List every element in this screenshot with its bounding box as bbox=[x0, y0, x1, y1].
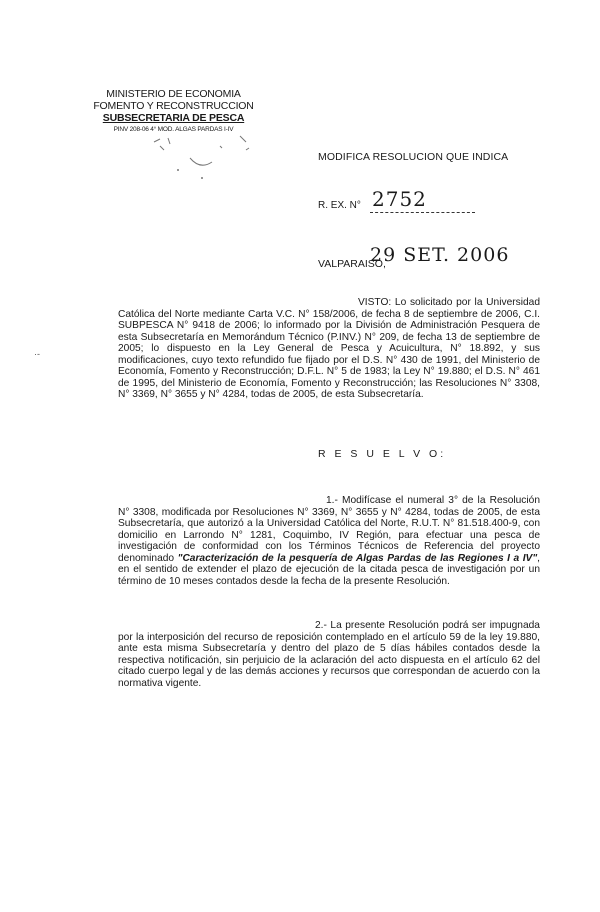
item-2-paragraph bbox=[118, 620, 540, 689]
margin-mark: ·- bbox=[34, 349, 40, 359]
item-1-text-a: N° 3308, modificada por Resoluciones N° 3369, N° 3655 y N° 4284, todas de 2005, de esta Subsecretaría, que autorizó a la Universidad Católica del Norte, R.U.T. N° 81.518.400-9, con domicilio en Larrondo N° 1281, Coquimbo, IV Región, para efectuar una pesca de investigación de conformidad con los Términos Técnicos de Referencia del proyecto denominado bbox=[118, 506, 540, 564]
item-1-text-b: , en el sentido de extender el plazo de ejecución de la citada pesca de investigación por un término de 10 meses contados desde la fecha de la presente Resolución. bbox=[118, 552, 540, 587]
date-stamp: 29 SET. 2006 bbox=[370, 244, 510, 266]
rex-underline bbox=[370, 212, 475, 213]
visto-text: Lo solicitado por la Universidad Católica del Norte mediante Carta V.C. N° 158/2006, de fecha 8 de septiembre de 2006, C.I. SUBPESCA N° 9418 de 2006; lo informado por la División de Administración Pesquera de esta Subsecretaría en Memorándum Técnico (P.INV.) N° 209, de fecha 13 de septiembre de 2005; lo dispuesto en la Ley General de Pesca y Acuicultura, N° 18.892, y sus modificaciones, cuyo texto refundido fue fijado por el D.S. N° 430 de 1991, del Ministerio de Economía, Fomento y Reconstrucción; D.F.L. N° 5 de 1983; la Ley N° 19.880; el D.S. N° 461 de 1995, del Ministerio de Economía, Fomento y Reconstrucción; las Resoluciones N° 3308, N° 3369, N° 3655 y N° 4284, todas de 2005, de esta Subsecretaría. bbox=[118, 297, 540, 400]
subsecretaria-name: SUBSECRETARIA DE PESCA bbox=[102, 112, 245, 124]
visto-lead: VISTO: bbox=[358, 297, 392, 308]
project-title: "Caracterización de la pesquería de Algas Pardas de las Regiones I a IV" bbox=[177, 552, 538, 564]
resuelvo-heading: R E S U E L V O: bbox=[318, 448, 447, 460]
rex-label: R. EX. N° bbox=[318, 200, 361, 211]
department-name: FOMENTO Y RECONSTRUCCION bbox=[93, 100, 254, 112]
item-1-lead: 1.- Modifícase el numeral 3° de la Resolución bbox=[326, 495, 540, 506]
stamp-marks bbox=[150, 128, 260, 188]
document-subject: MODIFICA RESOLUCION QUE INDICA bbox=[318, 151, 509, 163]
item-2-text: impugnada por la interposición del recurso de reposición contemplado en el artículo 59 de la ley 19.880, ante esta misma Subsecretaría y dentro del plazo de 5 días hábiles contados desde la respectiva notificación, sin perjuicio de la aclaración del acto dispuesta en el artículo 62 del citado cuerpo legal y de las demás acciones y recursos que correspondan de acuerdo con la normativa vigente. bbox=[118, 620, 540, 689]
rex-number: 2752 bbox=[372, 187, 427, 211]
ministry-name: MINISTERIO DE ECONOMIA bbox=[106, 88, 241, 100]
visto-paragraph bbox=[118, 297, 540, 401]
resolution-number bbox=[318, 187, 478, 215]
reference-code: PINV 208-06 4° MOD. ALGAS PARDAS I-IV bbox=[113, 126, 234, 133]
item-1-paragraph bbox=[118, 495, 540, 587]
item-2-lead: 2.- La presente Resolución podrá ser bbox=[315, 620, 487, 631]
place: VALPARAISO, bbox=[318, 258, 386, 270]
